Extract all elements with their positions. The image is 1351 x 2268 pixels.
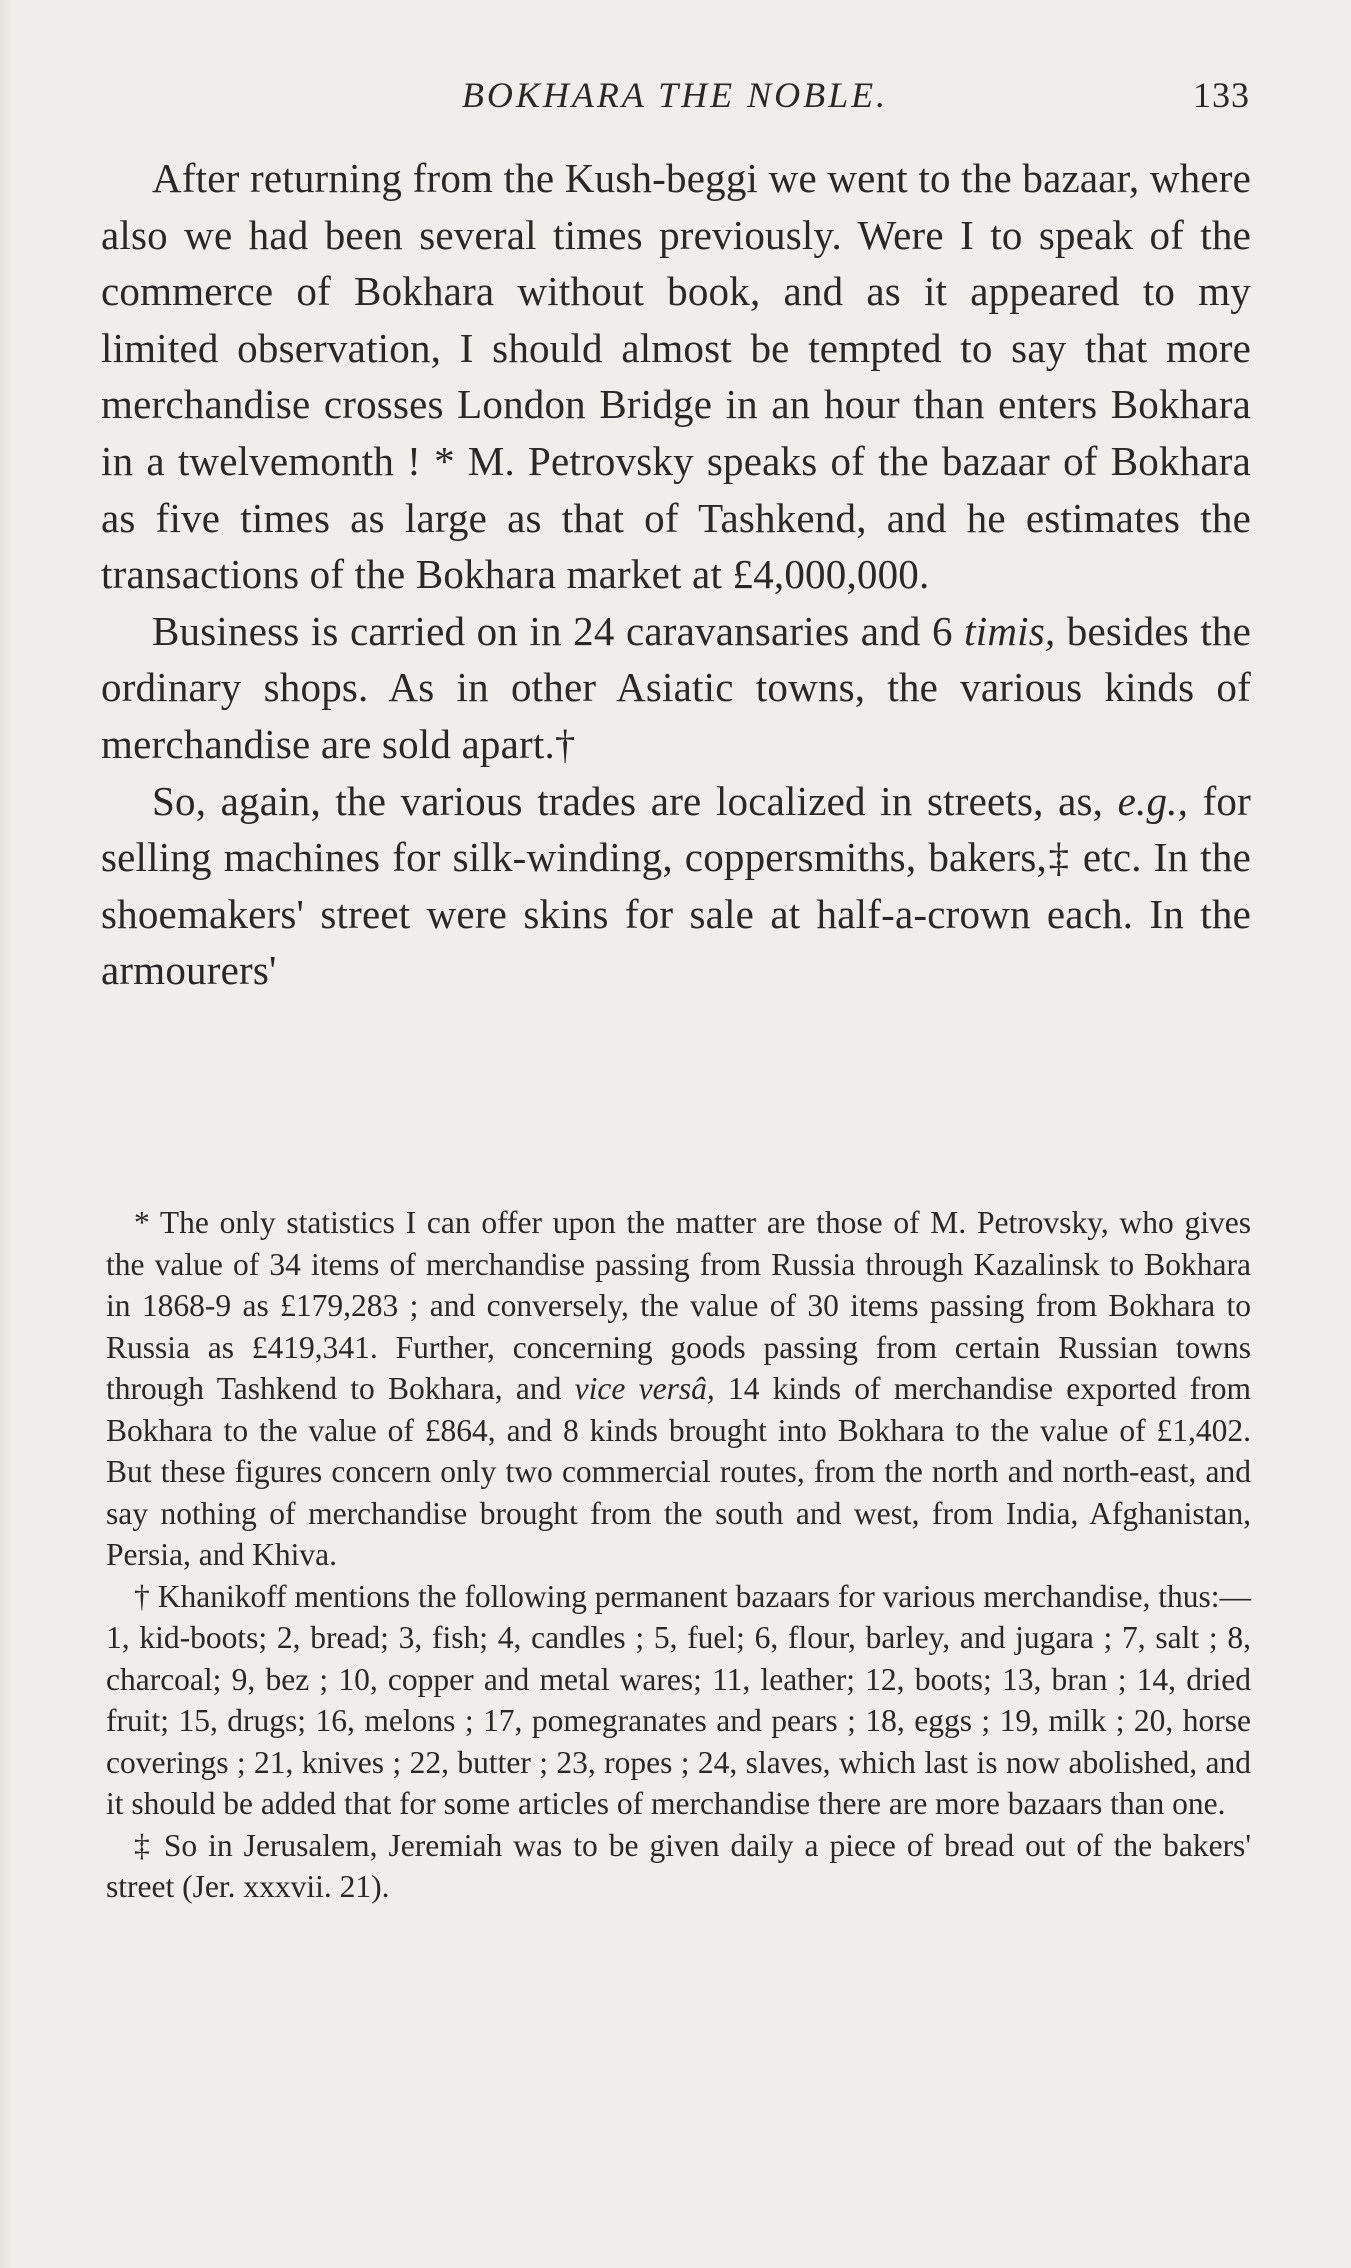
footnotes: [106, 1202, 1251, 1908]
paragraph-commerce: After returning from the Kush-beggi we went to the bazaar, where also we had been several times previously. Were I to speak of the commerce of Bokhara without book, and as it appeared to my limited observation, I should almost be tempted to say that more merchandise crosses London Bridge in an hour than enters Bokhara in a twelvemonth ! * M. Petrovsky speaks of the bazaar of Bokhara as five times as large as that of Tashkend, and he estimates the transactions of the Bokhara market at £4,000,000.: [101, 155, 1251, 598]
paragraph-trades: [101, 773, 1251, 999]
italic-vice-versa: vice versâ,: [574, 1371, 715, 1406]
footnote-dagger: † Khanikoff mentions the following permanent bazaars for various merchandise, thus:—1, kid-boots; 2, bread; 3, fish; 4, candles ; 5, fuel; 6, flour, barley, and jugara ; 7, salt ; 8, charcoal; 9, bez ; 10, copper and metal wares; 11, leather; 12, boots; 13, bran ; 14, dried fruit; 15, drugs; 16, melons ; 17, pomegranates and pears ; 18, eggs ; 19, milk ; 20, horse coverings ; 21, knives ; 22, butter ; 23, ropes ; 24, slaves, which last is now abolished, and it should be added that for some articles of merchandise there are more bazaars than one.: [106, 1578, 1251, 1821]
footnote-asterisk-text-2: 14 kinds of merchandise exported from Bokhara to the value of £864, and 8 kinds brought into Bokhara to the value of £1,402. But these figures concern only two commercial routes, from the north and north-east, and say nothing of merchandise brought from the south and west, from India, Afghanistan, Persia, and Khiva.: [106, 1371, 1251, 1572]
paragraph-business: [101, 603, 1251, 773]
paragraph-business-text-1: Business is carried on in 24 caravansaries and 6: [152, 607, 965, 654]
footnote-asterisk: [106, 1202, 1251, 1576]
paragraph-trades-text-2: for selling machines for silk-winding, coppersmiths, bakers,‡ etc. In the shoemakers' street were skins for sale at half-a-crown each. In the armourers': [101, 777, 1251, 994]
page-edge: [0, 0, 14, 2268]
italic-timis: timis,: [964, 607, 1056, 654]
paragraph-business-text-2: besides the ordinary shops. As in other Asiatic towns, the various kinds of merchandise are sold apart.†: [101, 607, 1252, 767]
paragraph-trades-text-1: So, again, the various trades are localized in streets, as,: [152, 777, 1118, 824]
footnote-double-dagger: ‡ So in Jerusalem, Jeremiah was to be given daily a piece of bread out of the bakers' street (Jer. xxxvii. 21).: [106, 1827, 1251, 1904]
italic-eg: e.g.,: [1117, 777, 1189, 824]
main-text: [101, 150, 1251, 999]
page-number: 133: [1193, 75, 1250, 115]
page-header: [100, 74, 1250, 124]
footnote-asterisk-text-1: * The only statistics I can offer upon the matter are those of M. Petrovsky, who gives the value of 34 items of merchandise passing from Russia through Kazalinsk to Bokhara in 1868-9 as £179,283 ; and conversely, the value of 30 items passing from Bokhara to Russia as £419,341. Further, concerning goods passing from certain Russian towns through Tashkend to Bokhara, and: [106, 1205, 1251, 1406]
running-head: BOKHARA THE NOBLE.: [461, 75, 889, 115]
